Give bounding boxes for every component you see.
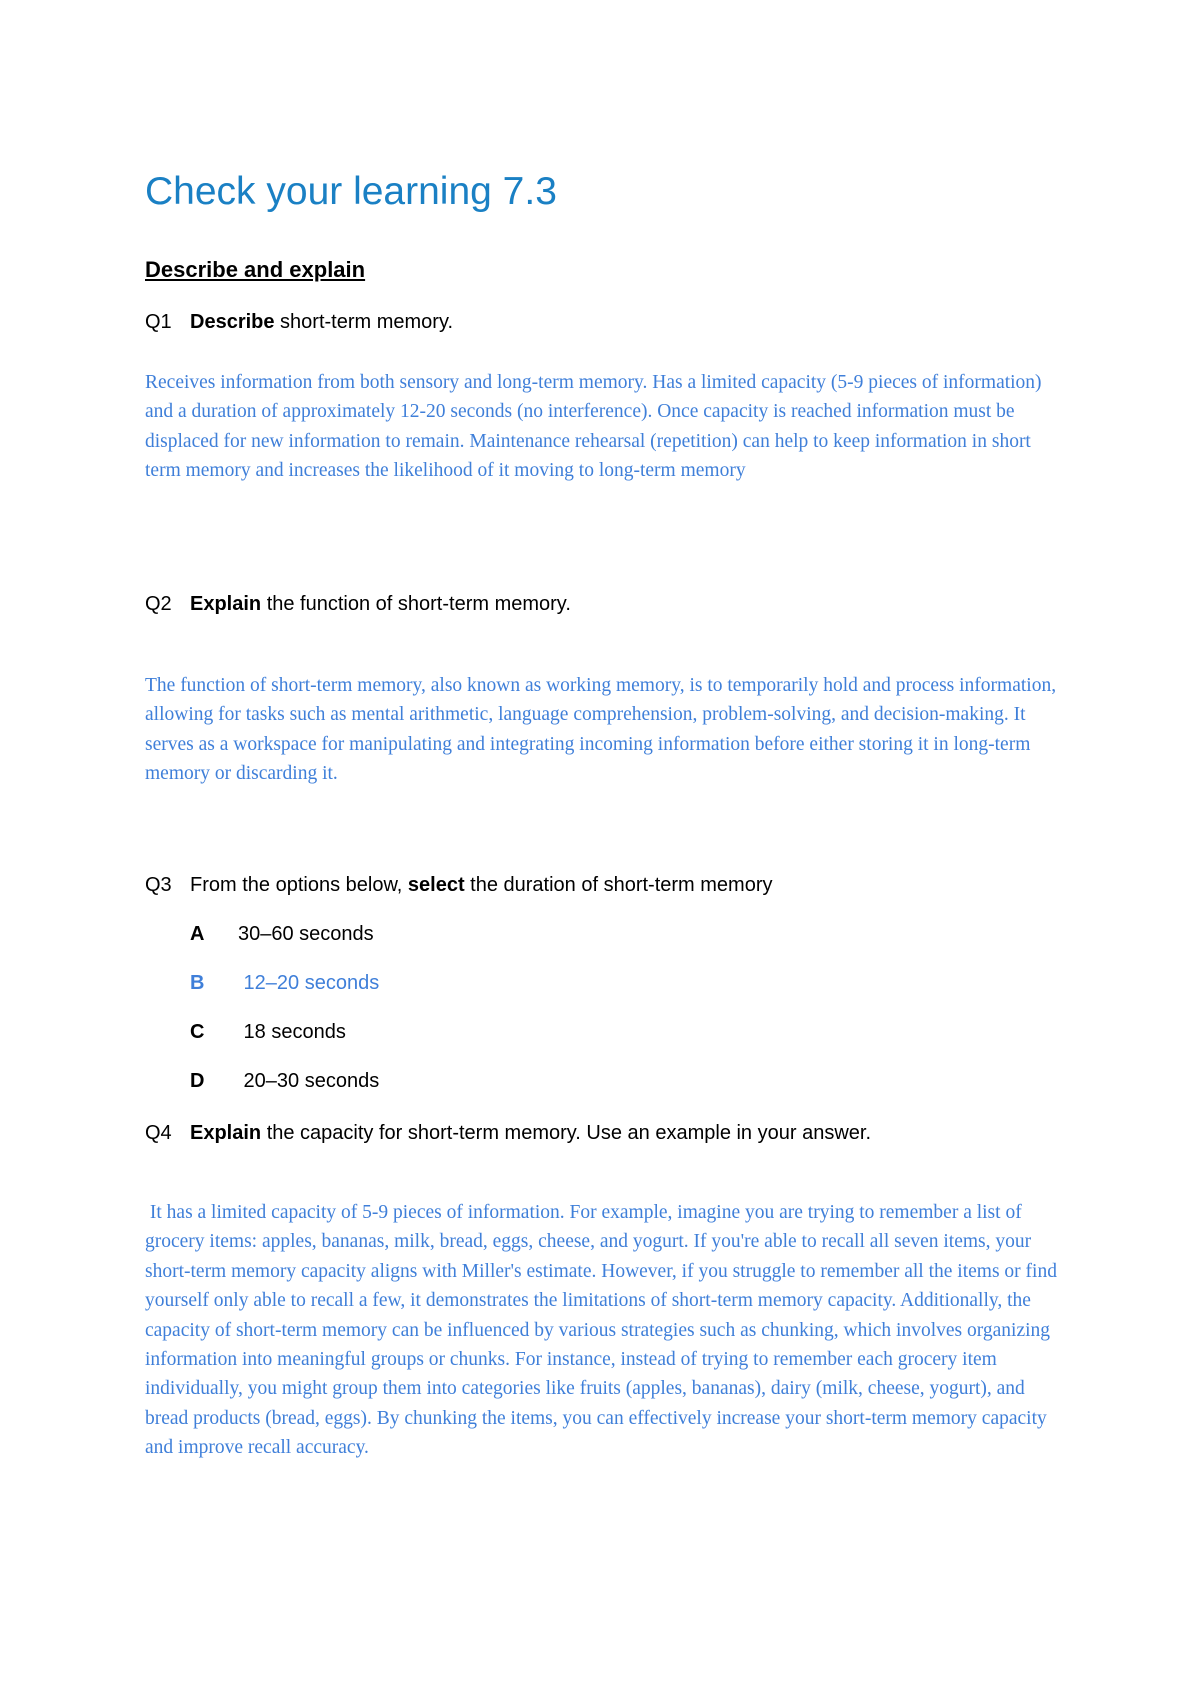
option-d[interactable] xyxy=(190,1068,379,1094)
section-heading: Describe and explain xyxy=(145,257,366,282)
question-text-pre: From the options below, xyxy=(190,874,408,896)
option-letter: B xyxy=(190,972,205,994)
question-2 xyxy=(145,591,571,617)
question-text-post: short-term memory. xyxy=(274,311,454,333)
answer-2: The function of short-term memory, also known as working memory, is to temporarily hold and process information, allowing for tasks such as mental arithmetic, language comprehension, problem-solving, and decision-making. It serves as a workspace for manipulating and integrating incoming information before either storing it in long-term memory or discarding it. xyxy=(145,675,1057,785)
option-c[interactable] xyxy=(190,1019,346,1045)
page-title: Check your learning 7.3 xyxy=(145,170,557,213)
option-letter: D xyxy=(190,1070,205,1092)
option-text: 30–60 seconds xyxy=(238,923,374,945)
question-text-post: the capacity for short-term memory. Use an example in your answer. xyxy=(261,1122,872,1144)
question-keyword: Explain xyxy=(190,593,262,615)
question-number: Q3 xyxy=(145,874,172,896)
question-text-post: the function of short-term memory. xyxy=(261,593,571,615)
option-b-selected[interactable] xyxy=(190,970,379,996)
question-number: Q2 xyxy=(145,593,172,615)
question-number: Q1 xyxy=(145,311,172,333)
answer-4: It has a limited capacity of 5-9 pieces of information. For example, imagine you are trying to remember a list of grocery items: apples, bananas, milk, bread, eggs, cheese, and yogurt. If you're able to recall all seven items, your short-term memory capacity aligns with Miller's estimate. However, if you struggle to remember all the items or find yourself only able to recall a few, it demonstrates the limitations of short-term memory capacity. Additionally, the capacity of short-term memory can be influenced by various strategies such as chunking, which involves organizing information into meaningful groups or chunks. For instance, instead of trying to remember each grocery item individually, you might group them into categories like fruits (apples, bananas), dairy (milk, cheese, yogurt), and bread products (bread, eggs). By chunking the items, you can effectively increase your short-term memory capacity and improve recall accuracy. xyxy=(145,1202,1062,1459)
option-a[interactable] xyxy=(190,921,374,947)
question-4 xyxy=(145,1120,871,1146)
question-text-post: the duration of short-term memory xyxy=(464,874,773,896)
question-3 xyxy=(145,872,773,898)
option-text: 18 seconds xyxy=(238,1021,346,1043)
question-keyword: Explain xyxy=(190,1122,262,1144)
question-keyword: select xyxy=(407,874,465,896)
question-1 xyxy=(145,309,453,335)
question-keyword: Describe xyxy=(190,311,275,333)
option-letter: C xyxy=(190,1021,205,1043)
option-text: 20–30 seconds xyxy=(238,1070,380,1092)
option-letter: A xyxy=(190,923,205,945)
question-number: Q4 xyxy=(145,1122,172,1144)
option-text: 12–20 seconds xyxy=(238,972,380,994)
answer-1: Receives information from both sensory and long-term memory. Has a limited capacity (5-9 pieces of information) and a duration of approximately 12-20 seconds (no interference). Once capacity is reached information must be displaced for new information to remain. Maintenance rehearsal (repetition) can help to keep information in short term memory and increases the likelihood of it moving to long-term memory xyxy=(145,372,1042,482)
